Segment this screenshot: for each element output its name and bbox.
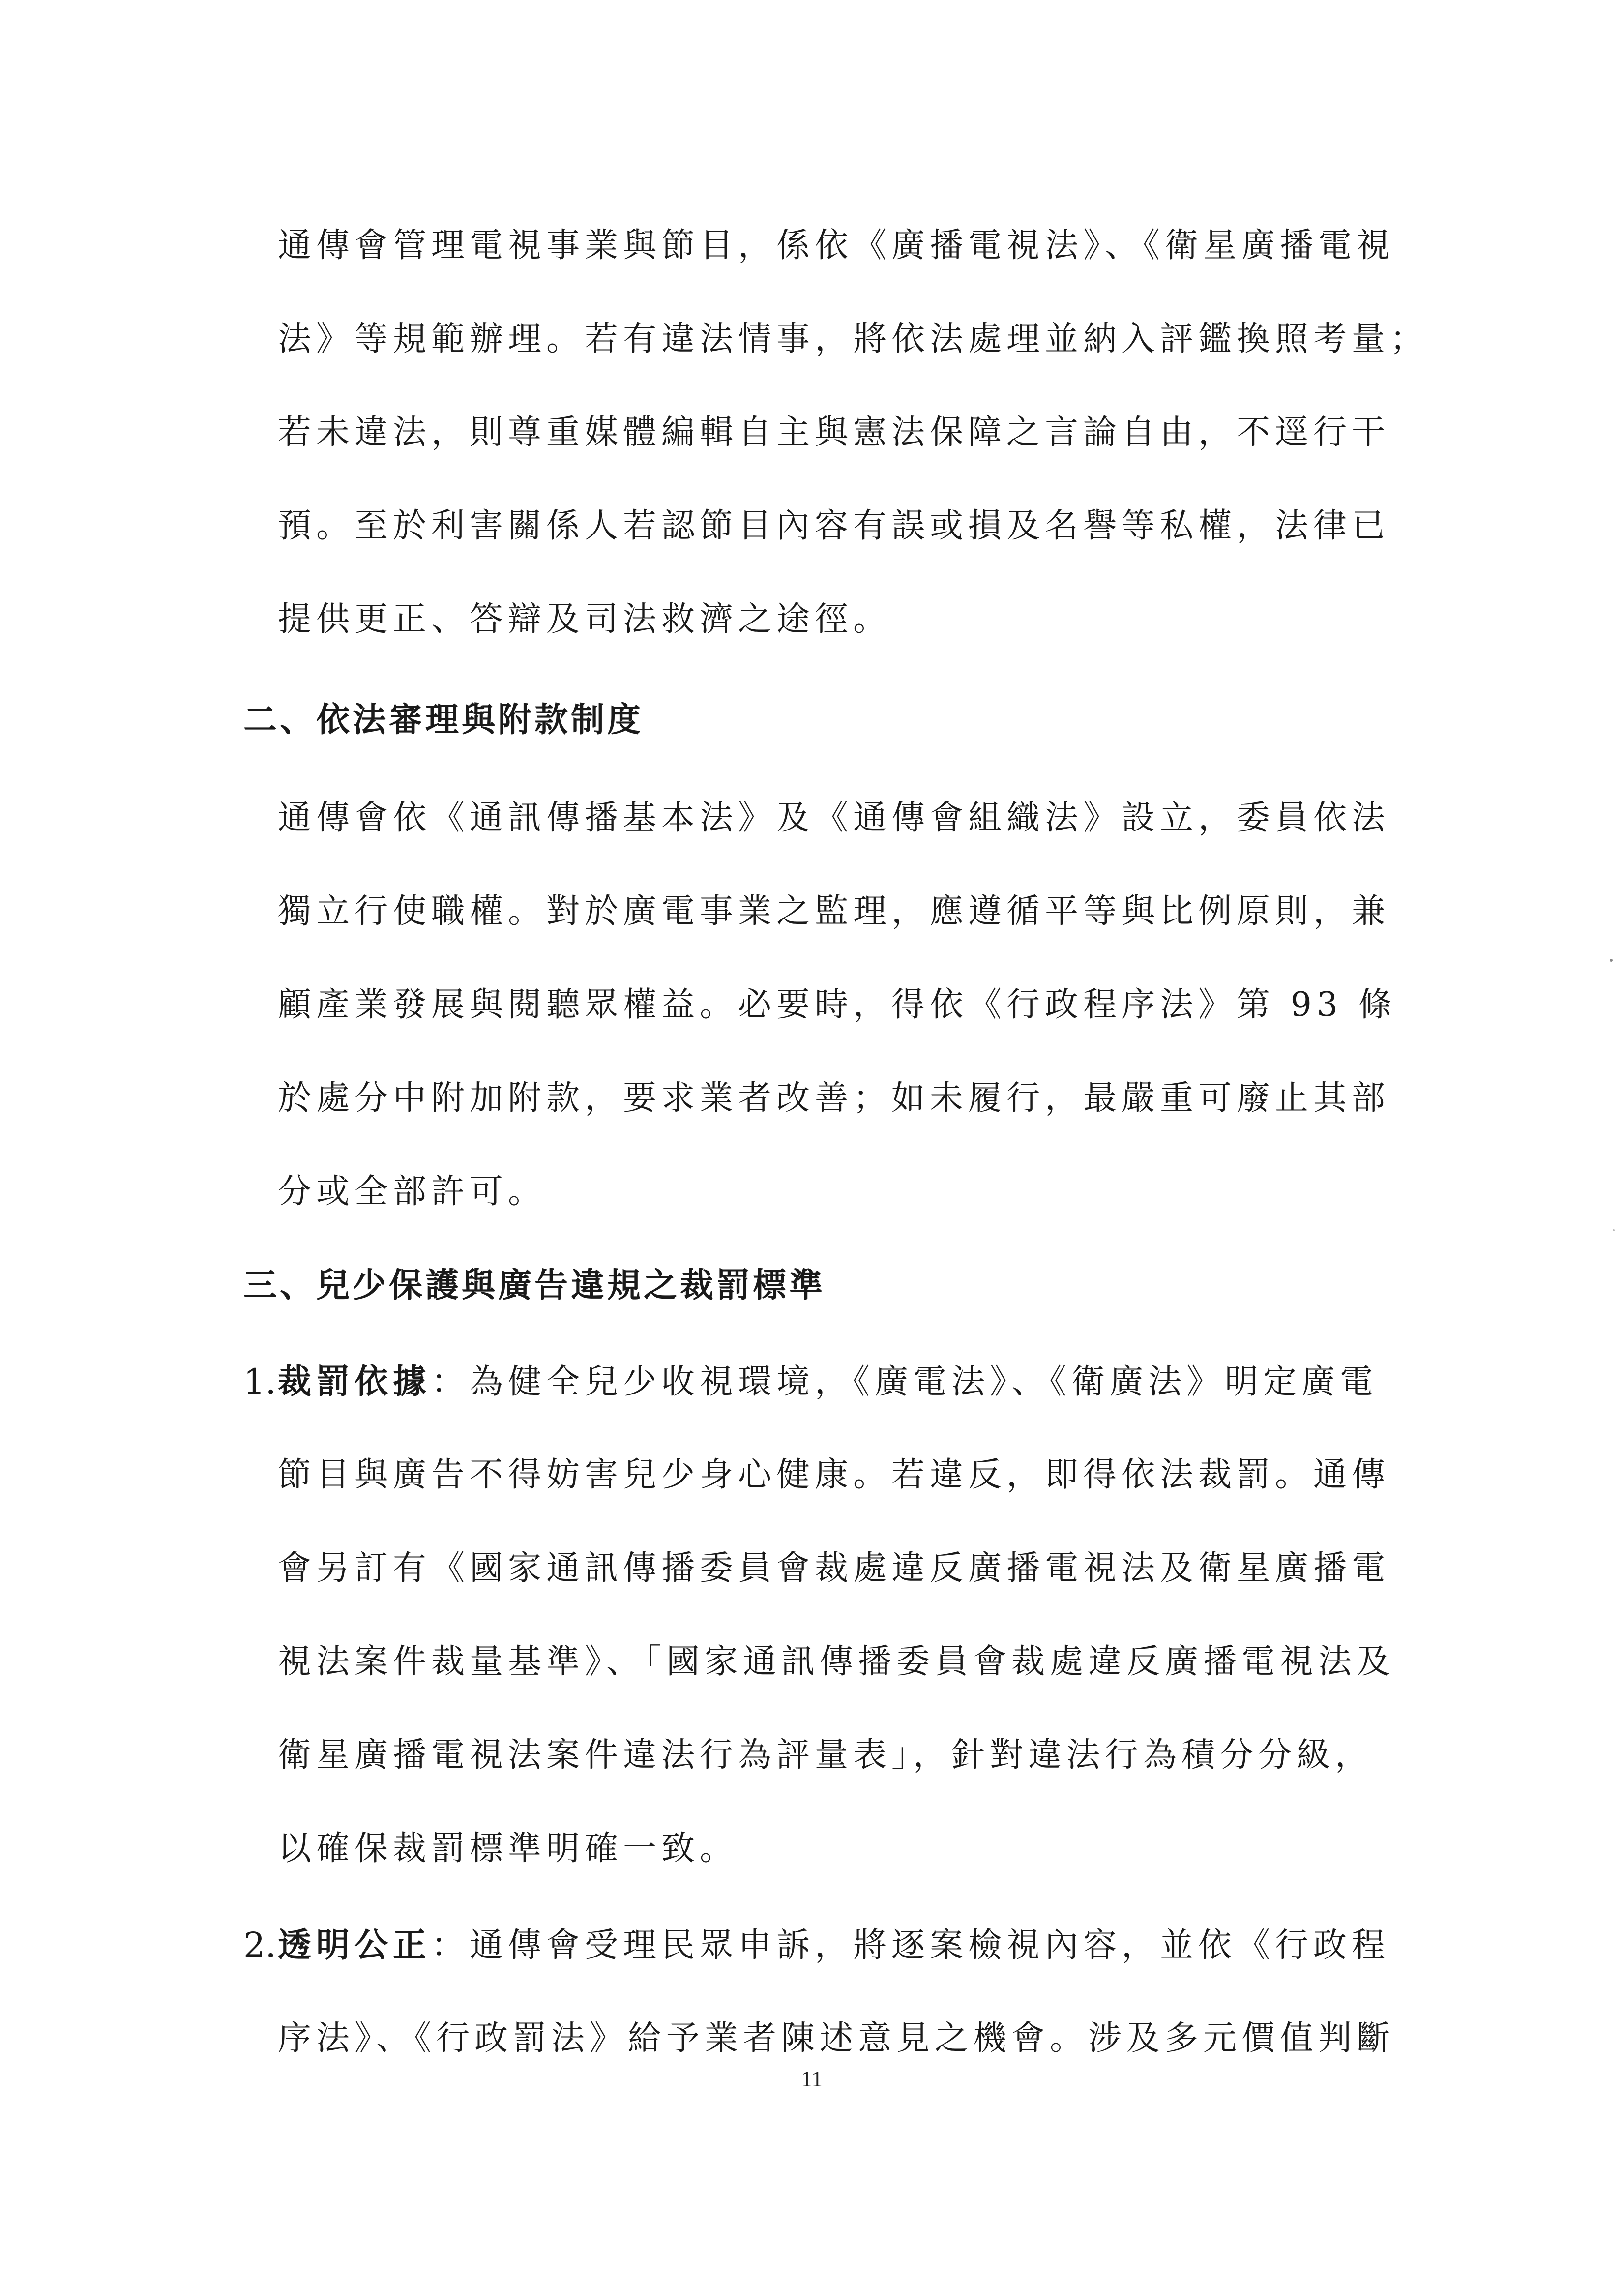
paragraph-line: 分或全部許可。 [278, 1172, 547, 1211]
paragraph-line: 若未違法，則尊重媒體編輯自主與憲法保障之言論自由，不逕行干 [278, 413, 1390, 452]
list-item-first-line [278, 1358, 1379, 1406]
paragraph-line: 法》等規範辦理。若有違法情事，將依法處理並納入評鑑換照考量； [278, 320, 1429, 358]
list-item-label: 裁罰依據 [278, 1362, 432, 1401]
paragraph-line: 預。至於利害關係人若認節目內容有誤或損及名譽等私權，法律已 [278, 506, 1390, 545]
paragraph-line: 視法案件裁量基準》、「國家通訊傳播委員會裁處違反廣播電視法及 [278, 1642, 1395, 1681]
list-item-label: 透明公正 [278, 1926, 432, 1965]
paragraph-line: 獨立行使職權。對於廣電事業之監理，應遵循平等與比例原則，兼 [278, 892, 1390, 931]
paragraph-line: 於處分中附加附款，要求業者改善；如未履行，最嚴重可廢止其部 [278, 1079, 1390, 1118]
scan-speck [1613, 1229, 1615, 1231]
scan-speck [1610, 959, 1613, 962]
paragraph-line: 通傳會依《通訊傳播基本法》及《通傳會組織法》設立，委員依法 [278, 799, 1390, 837]
section-heading: 三、兒少保護與廣告違規之裁罰標準 [243, 1266, 826, 1305]
paragraph-line: 節目與廣告不得妨害兒少身心健康。若違反，即得依法裁罰。通傳 [278, 1455, 1390, 1494]
paragraph-line: 顧產業發展與閱聽眾權益。必要時，得依《行政程序法》第 93 條 [278, 985, 1397, 1024]
paragraph-line: 以確保裁罰標準明確一致。 [278, 1829, 738, 1868]
section-heading: 二、依法審理與附款制度 [243, 700, 644, 740]
paragraph-line: 通傳會管理電視事業與節目，係依《廣播電視法》、《衛星廣播電視 [278, 226, 1395, 265]
list-number: 2. [243, 1925, 276, 1965]
paragraph-line: 序法》、《行政罰法》給予業者陳述意見之機會。涉及多元價值判斷 [278, 2019, 1395, 2058]
paragraph-line: 衛星廣播電視法案件違法行為評量表」，針對違法行為積分分級， [278, 1736, 1374, 1775]
list-item-text: ：通傳會受理民眾申訴，將逐案檢視內容，並依《行政程 [431, 1926, 1390, 1965]
paragraph-line: 提供更正、答辯及司法救濟之途徑。 [278, 600, 892, 639]
list-item-first-line [278, 1922, 1390, 1969]
page-number: 11 [800, 2066, 823, 2091]
list-number: 1. [243, 1362, 276, 1402]
list-item-text: ：為健全兒少收視環境，《廣電法》、《衛廣法》明定廣電 [431, 1363, 1379, 1401]
paragraph-line: 會另訂有《國家通訊傳播委員會裁處違反廣播電視法及衛星廣播電 [278, 1549, 1390, 1588]
